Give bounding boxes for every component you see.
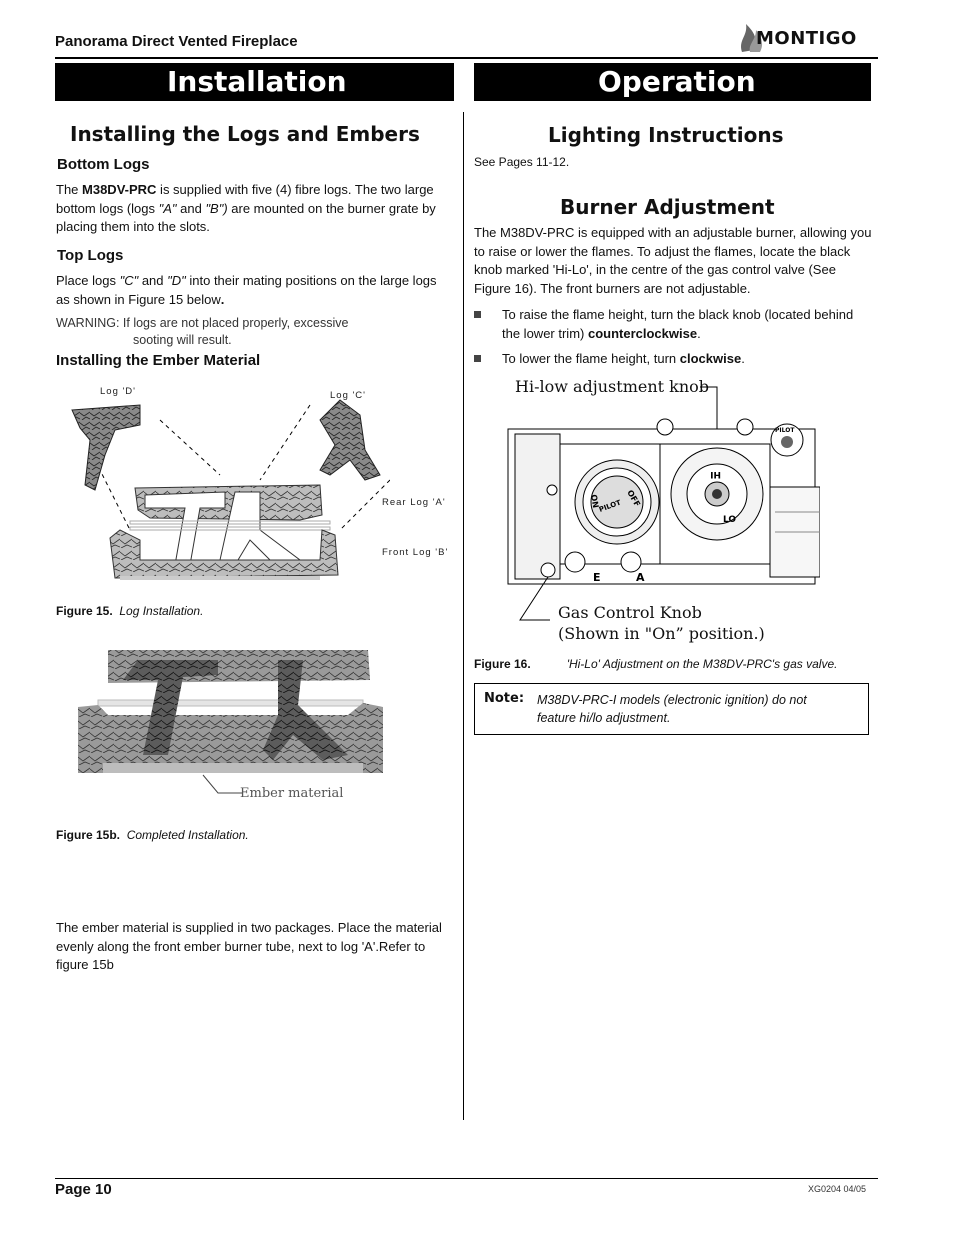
label-rear-log: Rear Log 'A' (382, 497, 446, 508)
top-logs-title: Top Logs (57, 247, 124, 264)
column-divider (463, 112, 464, 1120)
hi-text: HI (710, 469, 721, 479)
document-code: XG0204 04/05 (808, 1184, 867, 1194)
knob-pilot-text: PILOT (597, 498, 622, 514)
bullet-square-icon (474, 311, 481, 318)
ember-paragraph: The ember material is supplied in two packages. Place the material evenly along the front ember burner tube, next to log 'A'.Refer to figure 15b (56, 920, 442, 972)
figure-15-log-diagram (60, 380, 460, 585)
log-drawing (60, 380, 390, 585)
footer-rule (55, 1178, 878, 1179)
montigo-logo (736, 20, 876, 56)
operation-section-bar: Operation (474, 63, 871, 101)
label-front-log: Front Log 'B' (382, 547, 449, 558)
document-title: Panorama Direct Vented Fireplace (55, 33, 298, 50)
figure-15b-completed (78, 645, 388, 805)
valve-drawing (505, 372, 820, 637)
label-log-c: Log 'C' (330, 390, 366, 401)
burner-paragraph: The M38DV-PRC is equipped with an adjustable burner, allowing you to raise or lower the flames. To adjust the flames, locate the black knob marked 'Hi-Lo', in the centre of the gas control valve (See Figure 16). The front burners are not adjustable. (474, 225, 872, 296)
knob-off-text: OFF (625, 488, 642, 509)
header-rule (55, 57, 878, 59)
gas-control-knob-label: Gas Control Knob (558, 603, 702, 622)
e-text: E (593, 571, 601, 584)
bottom-logs-paragraph: The M38DV-PRC is supplied with five (4) fibre logs. The two large bottom logs (logs "A" and "B") are mounted on the burner grate by placing them into the slots. (56, 182, 436, 234)
ember-title: Installing the Ember Material (56, 352, 261, 369)
warning-line-1: WARNING: If logs are not placed properly, excessive (56, 316, 349, 330)
lo-text: LO (723, 515, 737, 525)
warning-line-2: sooting will result. (133, 333, 232, 347)
lighting-text: See Pages 11-12. (474, 155, 570, 169)
page-number: Page 10 (55, 1181, 112, 1198)
lighting-heading: Lighting Instructions (548, 123, 784, 147)
note-label: Note: (484, 691, 525, 706)
figure-15-caption: Figure 15. Log Installation. (56, 604, 204, 618)
bottom-logs-title: Bottom Logs (57, 156, 150, 173)
a-text: A (636, 571, 645, 584)
note-box (474, 683, 869, 735)
figure-15b-caption: Figure 15b. Completed Installation. (56, 828, 249, 842)
completed-logs-drawing (78, 645, 388, 780)
figure-16-caption: Figure 16. 'Hi-Lo' Adjustment on the M38DV-PRC's gas valve. (474, 657, 838, 671)
top-logs-paragraph: Place logs "C" and "D" into their mating positions on the large logs as shown in Figure 15 below. (56, 273, 437, 307)
burner-heading: Burner Adjustment (560, 195, 775, 219)
pilot-top-text: PILOT (775, 427, 795, 434)
ember-material-label: Ember material (240, 786, 344, 801)
hi-low-knob-label: Hi-low adjustment knob (515, 377, 710, 396)
figure-16-gas-valve (505, 372, 865, 647)
bullet-raise-flame: To raise the flame height, turn the black knob (located behind the lower trim) counterclockwise. (474, 306, 874, 343)
knob-on-text: ON (589, 493, 601, 509)
label-log-d: Log 'D' (100, 386, 136, 397)
bullet-lower-flame: To lower the flame height, turn clockwise. (474, 350, 874, 369)
logo-wordmark: MONTIGO (756, 28, 857, 49)
logs-heading: Installing the Logs and Embers (70, 122, 420, 146)
installation-section-bar: Installation (55, 63, 454, 101)
note-text: M38DV-PRC-I models (electronic ignition) do not feature hi/lo adjustment. (537, 693, 807, 725)
gas-control-knob-label-2: (Shown in "On” position.) (558, 624, 765, 643)
bullet-square-icon (474, 355, 481, 362)
